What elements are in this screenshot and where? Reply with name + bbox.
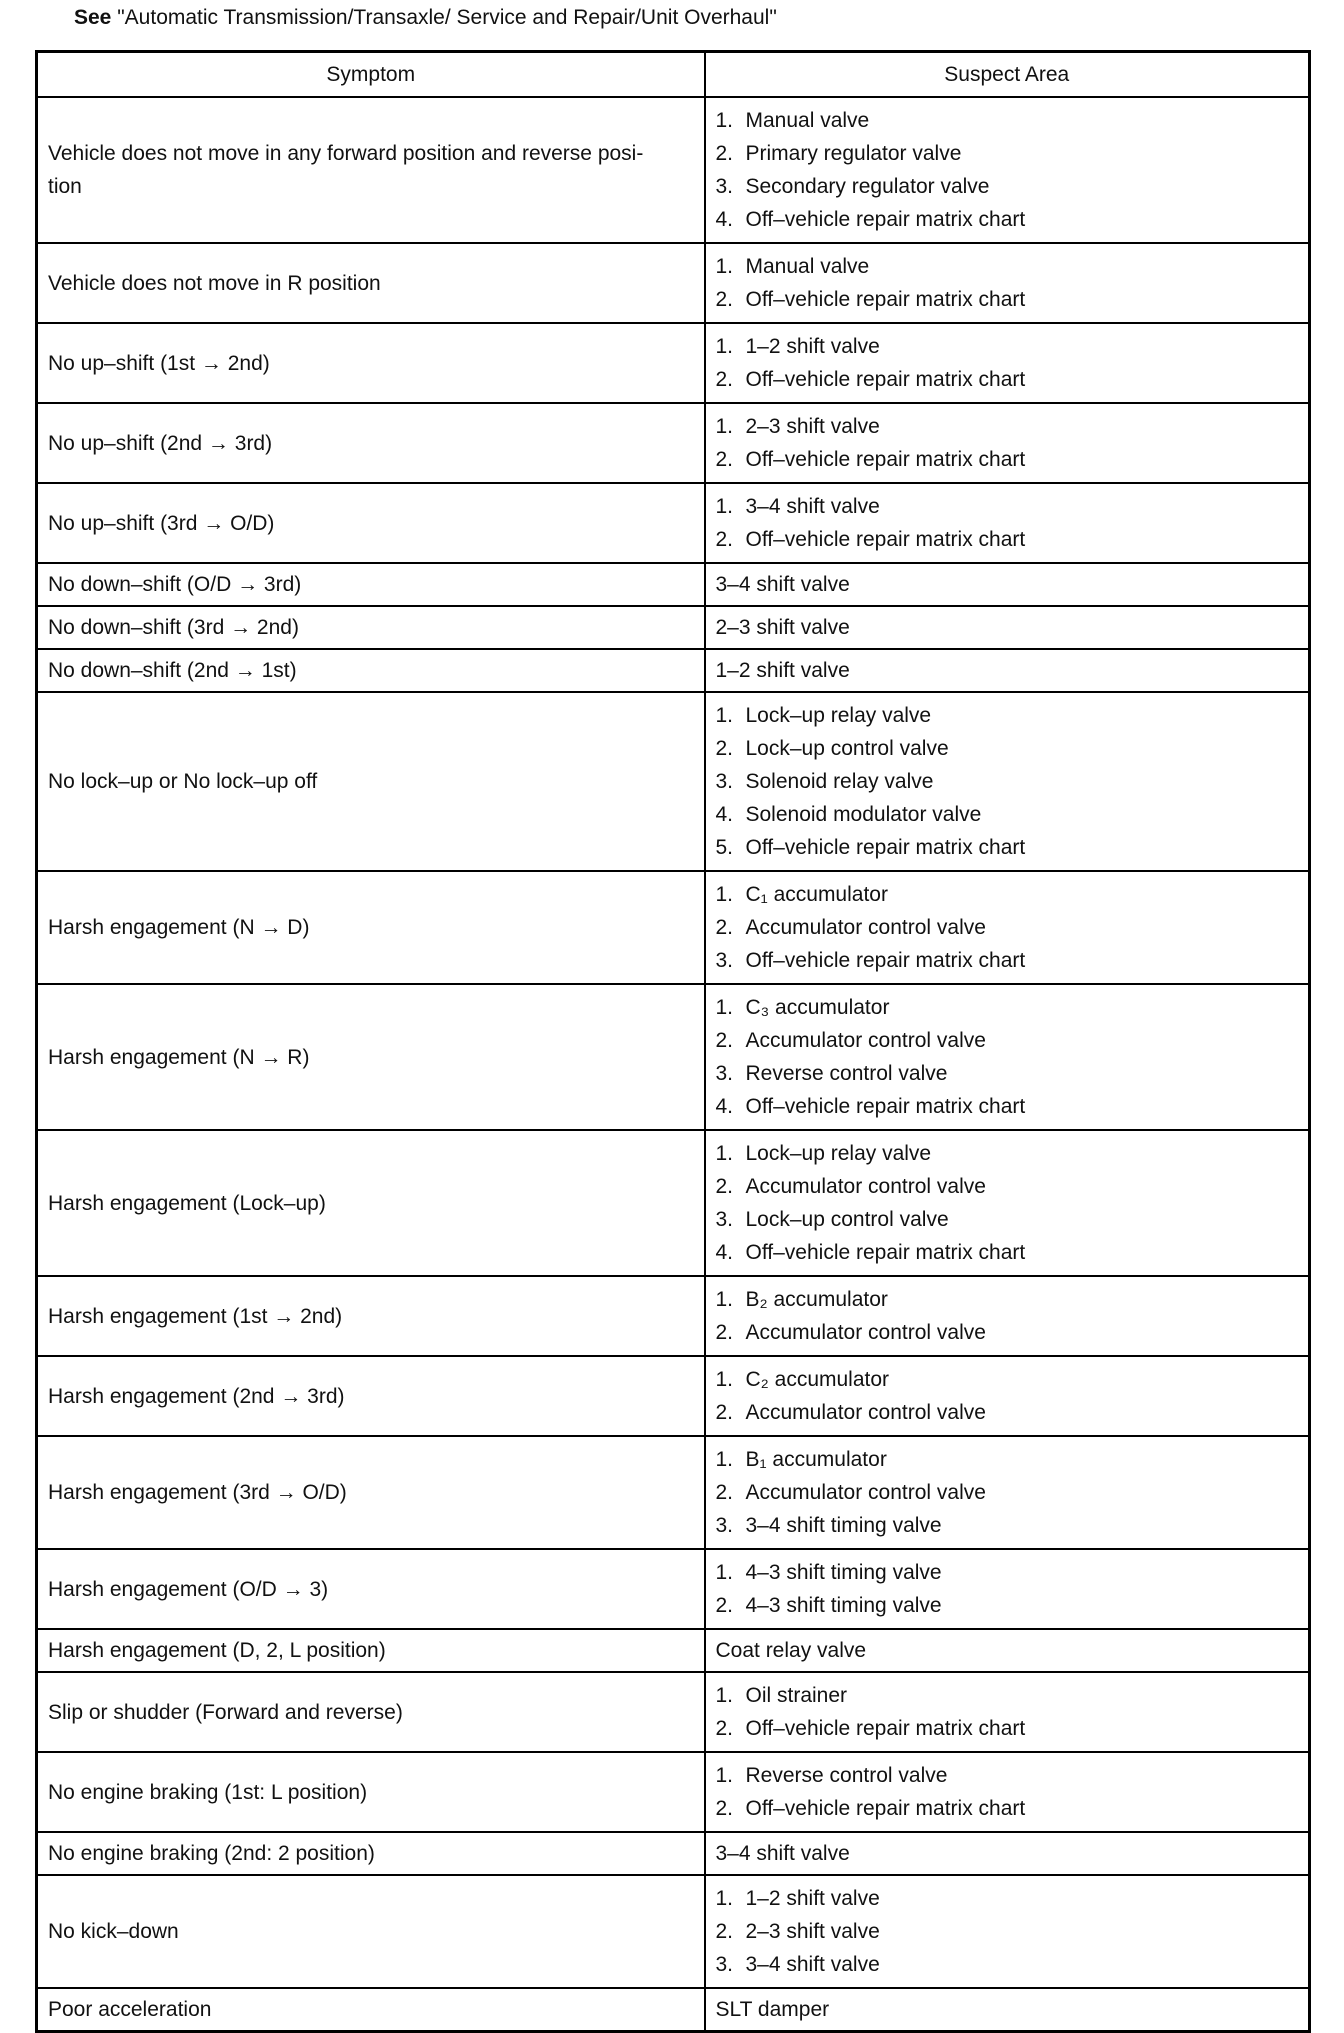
suspect-item-text: C₃ accumulator bbox=[745, 996, 890, 1019]
suspect-item-number: 3. bbox=[715, 1953, 734, 1976]
suspect-item-number: 3. bbox=[715, 1208, 734, 1231]
suspect-item-text: Accumulator control valve bbox=[745, 916, 986, 939]
suspect-item-text: B₁ accumulator bbox=[745, 1448, 887, 1471]
suspect-item bbox=[716, 1363, 1299, 1396]
suspect-item-number: 2. bbox=[715, 1717, 734, 1740]
suspect-item-number: 4. bbox=[715, 1095, 734, 1118]
suspect-item-number: 1. bbox=[715, 335, 734, 358]
suspect-item-text: Off–vehicle repair matrix chart bbox=[745, 1095, 1026, 1118]
suspect-item-number: 4. bbox=[715, 208, 734, 231]
suspect-area-cell bbox=[705, 1672, 1310, 1752]
suspect-area-cell bbox=[705, 649, 1310, 692]
suspect-item-number: 1. bbox=[715, 1288, 734, 1311]
table-row bbox=[37, 606, 1310, 649]
suspect-area-cell bbox=[705, 1988, 1310, 2032]
reference-lead: See bbox=[74, 6, 112, 29]
suspect-item-number: 2. bbox=[715, 142, 734, 165]
symptom-cell bbox=[37, 649, 705, 692]
suspect-area-cell bbox=[705, 323, 1310, 403]
suspect-item-number: 4. bbox=[715, 1241, 734, 1264]
table-row bbox=[37, 403, 1310, 483]
suspect-item-number: 1. bbox=[715, 1684, 734, 1707]
suspect-item-text: Off–vehicle repair matrix chart bbox=[745, 448, 1026, 471]
suspect-item bbox=[716, 283, 1299, 316]
symptom-cell bbox=[37, 323, 705, 403]
suspect-item-text: Solenoid modulator valve bbox=[745, 803, 982, 826]
suspect-item-text: Reverse control valve bbox=[745, 1062, 948, 1085]
symptom-text: Vehicle does not move in R position bbox=[48, 271, 381, 295]
symptom-text: Vehicle does not move in any forward position and reverse posi- tion bbox=[48, 142, 644, 198]
table-row bbox=[37, 984, 1310, 1130]
suspect-item-text: Oil strainer bbox=[745, 1684, 848, 1707]
symptom-text: No down–shift (2nd → 1st) bbox=[48, 659, 297, 682]
suspect-item-text: Accumulator control valve bbox=[745, 1401, 986, 1424]
suspect-item-number: 2. bbox=[715, 448, 734, 471]
suspect-item bbox=[716, 490, 1299, 523]
suspect-area-cell bbox=[705, 692, 1310, 871]
suspect-item-number: 5. bbox=[715, 836, 734, 859]
suspect-item-text: Off–vehicle repair matrix chart bbox=[745, 528, 1026, 551]
symptom-text: No kick–down bbox=[48, 1920, 179, 1943]
table-row bbox=[37, 871, 1310, 984]
suspect-item-text: Accumulator control valve bbox=[745, 1029, 986, 1052]
suspect-item-number: 1. bbox=[715, 415, 734, 438]
table-row bbox=[37, 563, 1310, 606]
symptom-cell bbox=[37, 1276, 705, 1356]
symptom-text: Harsh engagement (D, 2, L position) bbox=[48, 1639, 386, 1662]
suspect-item-text: Off–vehicle repair matrix chart bbox=[745, 836, 1026, 859]
table-row bbox=[37, 483, 1310, 563]
table-row bbox=[37, 692, 1310, 871]
suspect-item-text: Off–vehicle repair matrix chart bbox=[745, 368, 1026, 391]
table-row bbox=[37, 1875, 1310, 1988]
suspect-item-text: Manual valve bbox=[745, 109, 870, 132]
table-body bbox=[37, 97, 1310, 2032]
suspect-item bbox=[716, 1170, 1299, 1203]
suspect-area-cell bbox=[705, 97, 1310, 243]
symptom-text: Harsh engagement (3rd → O/D) bbox=[48, 1481, 347, 1504]
suspect-item-number: 1. bbox=[715, 1764, 734, 1787]
symptom-cell bbox=[37, 1752, 705, 1832]
suspect-item bbox=[716, 1283, 1299, 1316]
table-row bbox=[37, 649, 1310, 692]
suspect-area-cell bbox=[705, 1436, 1310, 1549]
suspect-item-number: 3. bbox=[715, 1514, 734, 1537]
suspect-area-cell bbox=[705, 871, 1310, 984]
suspect-item bbox=[716, 1443, 1299, 1476]
table-header-row bbox=[37, 52, 1310, 98]
suspect-area-cell bbox=[705, 1629, 1310, 1672]
suspect-item bbox=[716, 1915, 1299, 1948]
suspect-item-text: Primary regulator valve bbox=[745, 142, 962, 165]
symptom-cell bbox=[37, 984, 705, 1130]
suspect-item-number: 3. bbox=[715, 770, 734, 793]
suspect-item bbox=[716, 1556, 1299, 1589]
suspect-area-cell bbox=[705, 1549, 1310, 1629]
suspect-item bbox=[716, 1679, 1299, 1712]
symptom-cell bbox=[37, 483, 705, 563]
symptom-cell bbox=[37, 1356, 705, 1436]
suspect-item-text: 3–4 shift valve bbox=[745, 495, 880, 518]
suspect-item-text: 1–2 shift valve bbox=[745, 1887, 880, 1910]
suspect-item bbox=[716, 137, 1299, 170]
suspect-item bbox=[716, 1203, 1299, 1236]
symptom-cell bbox=[37, 97, 705, 243]
suspect-area-cell bbox=[705, 1875, 1310, 1988]
table-row bbox=[37, 1549, 1310, 1629]
table-row bbox=[37, 1629, 1310, 1672]
symptom-text: No up–shift (1st → 2nd) bbox=[48, 351, 270, 375]
suspect-item-text: 1–2 shift valve bbox=[745, 335, 880, 358]
suspect-item bbox=[716, 991, 1299, 1024]
suspect-item-text: Off–vehicle repair matrix chart bbox=[745, 208, 1026, 231]
suspect-item bbox=[716, 1090, 1299, 1123]
suspect-item-number: 1. bbox=[715, 255, 734, 278]
suspect-item-number: 1. bbox=[715, 883, 734, 906]
symptom-text: Harsh engagement (N → R) bbox=[48, 1045, 310, 1069]
suspect-item bbox=[716, 1948, 1299, 1981]
table-row bbox=[37, 1436, 1310, 1549]
suspect-item-text: 2–3 shift valve bbox=[715, 616, 850, 639]
symptom-table bbox=[35, 50, 1311, 2033]
suspect-item bbox=[716, 250, 1299, 283]
suspect-item-number: 1. bbox=[715, 1142, 734, 1165]
suspect-item-number: 1. bbox=[715, 1561, 734, 1584]
suspect-item-number: 3. bbox=[715, 949, 734, 972]
symptom-text: Harsh engagement (1st → 2nd) bbox=[48, 1304, 343, 1328]
suspect-area-cell bbox=[705, 403, 1310, 483]
symptom-text: Harsh engagement (N → D) bbox=[48, 916, 310, 939]
suspect-item-number: 2. bbox=[715, 1175, 734, 1198]
suspect-item-number: 3. bbox=[715, 175, 734, 198]
symptom-text: Harsh engagement (2nd → 3rd) bbox=[48, 1384, 345, 1408]
symptom-text: No down–shift (3rd → 2nd) bbox=[48, 616, 299, 639]
suspect-item bbox=[716, 911, 1299, 944]
symptom-cell bbox=[37, 1629, 705, 1672]
suspect-item-text: Accumulator control valve bbox=[745, 1175, 986, 1198]
suspect-item-number: 2. bbox=[715, 737, 734, 760]
suspect-item bbox=[716, 523, 1299, 556]
suspect-item-text: Off–vehicle repair matrix chart bbox=[745, 1241, 1026, 1264]
symptom-cell bbox=[37, 1988, 705, 2032]
suspect-item-text: 3–4 shift valve bbox=[715, 573, 850, 596]
suspect-area-cell bbox=[705, 483, 1310, 563]
suspect-item-text: Secondary regulator valve bbox=[745, 175, 990, 198]
reference-path: "Automatic Transmission/Transaxle/ Service and Repair/Unit Overhaul" bbox=[117, 6, 777, 29]
table-row bbox=[37, 1752, 1310, 1832]
reference-note bbox=[74, 6, 777, 30]
suspect-item-number: 2. bbox=[715, 528, 734, 551]
symptom-text: No up–shift (2nd → 3rd) bbox=[48, 431, 273, 455]
suspect-item-text: Off–vehicle repair matrix chart bbox=[745, 949, 1026, 972]
suspect-item bbox=[716, 765, 1299, 798]
suspect-item bbox=[716, 104, 1299, 137]
suspect-item-number: 1. bbox=[715, 1448, 734, 1471]
suspect-item-number: 1. bbox=[715, 996, 734, 1019]
table-row bbox=[37, 1130, 1310, 1276]
suspect-item-text: Accumulator control valve bbox=[745, 1481, 986, 1504]
table-row bbox=[37, 97, 1310, 243]
symptom-cell bbox=[37, 1436, 705, 1549]
suspect-item-number: 2. bbox=[715, 1481, 734, 1504]
suspect-item bbox=[716, 1396, 1299, 1429]
table-row bbox=[37, 1832, 1310, 1875]
symptom-text: No up–shift (3rd → O/D) bbox=[48, 511, 275, 535]
suspect-item bbox=[716, 1759, 1299, 1792]
suspect-area-cell bbox=[705, 563, 1310, 606]
suspect-item-text: Lock–up relay valve bbox=[745, 1142, 932, 1165]
symptom-text: Slip or shudder (Forward and reverse) bbox=[48, 1700, 403, 1724]
suspect-item-number: 1. bbox=[715, 1887, 734, 1910]
symptom-cell bbox=[37, 606, 705, 649]
suspect-item-text: Lock–up relay valve bbox=[745, 704, 932, 727]
suspect-item bbox=[716, 1476, 1299, 1509]
suspect-item-number: 1. bbox=[715, 109, 734, 132]
suspect-item bbox=[716, 1236, 1299, 1269]
suspect-item-text: Lock–up control valve bbox=[745, 737, 949, 760]
suspect-item-number: 2. bbox=[715, 1029, 734, 1052]
suspect-item-text: Lock–up control valve bbox=[745, 1208, 949, 1231]
symptom-cell bbox=[37, 1832, 705, 1875]
suspect-item-text: Off–vehicle repair matrix chart bbox=[745, 288, 1026, 311]
suspect-area-cell bbox=[705, 243, 1310, 323]
symptom-cell bbox=[37, 403, 705, 483]
suspect-item-text: Accumulator control valve bbox=[745, 1321, 986, 1344]
suspect-area-cell bbox=[705, 1356, 1310, 1436]
suspect-item-text: Reverse control valve bbox=[745, 1764, 948, 1787]
suspect-item bbox=[716, 699, 1299, 732]
table-row bbox=[37, 1356, 1310, 1436]
suspect-item-text: 2–3 shift valve bbox=[745, 1920, 880, 1943]
suspect-item-number: 3. bbox=[715, 1062, 734, 1085]
suspect-item bbox=[716, 1882, 1299, 1915]
suspect-item-text: Off–vehicle repair matrix chart bbox=[745, 1797, 1026, 1820]
suspect-item-text: 3–4 shift timing valve bbox=[745, 1514, 942, 1537]
suspect-item-text: 3–4 shift valve bbox=[715, 1842, 850, 1865]
suspect-item-number: 4. bbox=[715, 803, 734, 826]
suspect-area-cell bbox=[705, 1752, 1310, 1832]
suspect-item bbox=[716, 363, 1299, 396]
suspect-item-number: 1. bbox=[715, 1368, 734, 1391]
suspect-item bbox=[716, 1024, 1299, 1057]
suspect-area-cell bbox=[705, 1130, 1310, 1276]
suspect-item bbox=[716, 1316, 1299, 1349]
suspect-item-number: 2. bbox=[715, 1594, 734, 1617]
suspect-item bbox=[716, 410, 1299, 443]
suspect-item bbox=[716, 1057, 1299, 1090]
suspect-item bbox=[716, 798, 1299, 831]
suspect-item bbox=[716, 443, 1299, 476]
suspect-item bbox=[716, 831, 1299, 864]
suspect-item bbox=[716, 878, 1299, 911]
table-row bbox=[37, 1988, 1310, 2032]
suspect-area-cell bbox=[705, 606, 1310, 649]
symptom-cell bbox=[37, 692, 705, 871]
suspect-item bbox=[716, 1137, 1299, 1170]
suspect-area-cell bbox=[705, 1832, 1310, 1875]
suspect-item-text: Off–vehicle repair matrix chart bbox=[745, 1717, 1026, 1740]
suspect-item bbox=[716, 170, 1299, 203]
suspect-item-number: 2. bbox=[715, 1920, 734, 1943]
suspect-item bbox=[716, 1712, 1299, 1745]
symptom-text: No engine braking (2nd: 2 position) bbox=[48, 1842, 375, 1865]
symptom-cell bbox=[37, 1130, 705, 1276]
suspect-item-text: 4–3 shift timing valve bbox=[745, 1594, 942, 1617]
suspect-item-text: 1–2 shift valve bbox=[715, 659, 850, 682]
suspect-item-number: 2. bbox=[715, 1401, 734, 1424]
suspect-item-number: 2. bbox=[715, 1321, 734, 1344]
symptom-text: Harsh engagement (Lock–up) bbox=[48, 1191, 326, 1215]
symptom-cell bbox=[37, 1875, 705, 1988]
suspect-item bbox=[716, 330, 1299, 363]
suspect-item-number: 1. bbox=[715, 495, 734, 518]
suspect-item bbox=[716, 732, 1299, 765]
suspect-item-text: SLT damper bbox=[715, 1998, 830, 2021]
suspect-item bbox=[716, 1589, 1299, 1622]
suspect-item-number: 2. bbox=[715, 368, 734, 391]
symptom-text: No lock–up or No lock–up off bbox=[48, 770, 318, 793]
suspect-item-number: 2. bbox=[715, 288, 734, 311]
suspect-item-text: C₁ accumulator bbox=[745, 883, 888, 906]
symptom-text: Harsh engagement (O/D → 3) bbox=[48, 1577, 329, 1601]
suspect-item bbox=[716, 203, 1299, 236]
suspect-area-cell bbox=[705, 984, 1310, 1130]
suspect-item-text: Manual valve bbox=[745, 255, 870, 278]
table-row bbox=[37, 1672, 1310, 1752]
table-row bbox=[37, 243, 1310, 323]
suspect-item-text: 4–3 shift timing valve bbox=[745, 1561, 942, 1584]
table-row bbox=[37, 1276, 1310, 1356]
symptom-text: No engine braking (1st: L position) bbox=[48, 1780, 368, 1804]
suspect-item-text: Solenoid relay valve bbox=[745, 770, 934, 793]
table-row bbox=[37, 323, 1310, 403]
symptom-cell bbox=[37, 563, 705, 606]
suspect-item bbox=[716, 944, 1299, 977]
symptom-cell bbox=[37, 243, 705, 323]
header-suspect-area: Suspect Area bbox=[705, 52, 1310, 98]
header-symptom: Symptom bbox=[37, 52, 705, 98]
suspect-item-number: 2. bbox=[715, 916, 734, 939]
suspect-area-cell bbox=[705, 1276, 1310, 1356]
symptom-text: No down–shift (O/D → 3rd) bbox=[48, 573, 302, 596]
suspect-item-text: Coat relay valve bbox=[715, 1639, 867, 1662]
suspect-item bbox=[716, 1509, 1299, 1542]
suspect-item-text: 3–4 shift valve bbox=[745, 1953, 880, 1976]
suspect-item-text: 2–3 shift valve bbox=[745, 415, 880, 438]
symptom-cell bbox=[37, 871, 705, 984]
suspect-item bbox=[716, 1792, 1299, 1825]
symptom-cell bbox=[37, 1672, 705, 1752]
suspect-item-number: 2. bbox=[715, 1797, 734, 1820]
symptom-cell bbox=[37, 1549, 705, 1629]
symptom-text: Poor acceleration bbox=[48, 1998, 212, 2021]
suspect-item-text: C₂ accumulator bbox=[745, 1368, 890, 1391]
suspect-item-number: 1. bbox=[715, 704, 734, 727]
suspect-item-text: B₂ accumulator bbox=[745, 1288, 888, 1311]
